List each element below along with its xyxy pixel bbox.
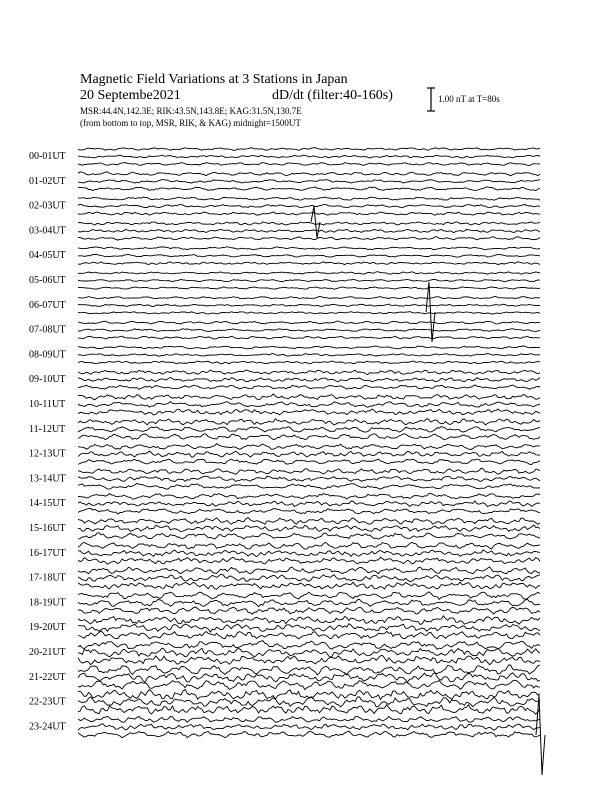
- trace-rik: [78, 501, 540, 507]
- hour-label: 03-04UT: [29, 225, 66, 237]
- trace-kag: [78, 272, 540, 275]
- trace-kag: [78, 493, 540, 499]
- trace-kag: [78, 716, 540, 722]
- trace-rik: [78, 329, 540, 332]
- trace-rik: [78, 204, 540, 207]
- trace-rik: [78, 648, 540, 657]
- hour-label: 17-18UT: [29, 572, 66, 584]
- trace-rik: [78, 624, 540, 633]
- hour-label: 19-20UT: [29, 622, 66, 634]
- trace-kag: [78, 518, 540, 525]
- hour-label: 14-15UT: [29, 498, 66, 510]
- trace-msr: [78, 212, 540, 215]
- trace-rik: [78, 354, 540, 357]
- hour-label: 22-23UT: [29, 696, 66, 708]
- trace-kag: [78, 689, 540, 699]
- trace-rik: [78, 254, 540, 257]
- trace-spike: [536, 695, 545, 775]
- trace-msr: [78, 163, 540, 166]
- hour-label: 01-02UT: [29, 175, 66, 187]
- scale-bar: [427, 88, 435, 111]
- trace-kag: [78, 394, 540, 400]
- hour-label: 13-14UT: [29, 473, 66, 485]
- hour-label: 07-08UT: [29, 324, 66, 336]
- hour-label: 05-06UT: [29, 275, 66, 286]
- trace-rik: [78, 304, 540, 307]
- hour-label: 04-05UT: [29, 250, 66, 262]
- trace-msr: [78, 459, 540, 465]
- trace-rik: [78, 426, 540, 432]
- trace-kag: [78, 616, 540, 625]
- trace-msr: [78, 287, 540, 290]
- trace-msr: [78, 680, 540, 689]
- trace-kag: [78, 665, 540, 675]
- hour-label: 09-10UT: [29, 374, 66, 386]
- trace-rik: [78, 574, 540, 581]
- trace-msr: [78, 361, 540, 364]
- trace-msr: [78, 731, 540, 738]
- hour-label: 16-17UT: [29, 547, 66, 559]
- hour-label: 11-12UT: [29, 423, 66, 435]
- chart-date: 20 Septembe2021: [80, 88, 181, 103]
- trace-msr: [78, 336, 540, 339]
- hour-label: 20-21UT: [29, 647, 66, 658]
- trace-msr: [78, 631, 540, 639]
- trace-msr: [78, 385, 540, 390]
- trace-kag: [78, 148, 540, 151]
- hour-label: 02-03UT: [29, 200, 66, 212]
- trace-kag: [78, 444, 540, 450]
- trace-msr: [78, 582, 540, 589]
- trace-rik: [78, 724, 540, 730]
- trace-rik: [78, 229, 540, 232]
- trace-rik: [78, 476, 540, 481]
- trace-msr: [78, 483, 540, 489]
- scale-label: 1.00 nT at T=80s: [438, 94, 500, 104]
- hour-label: 15-16UT: [29, 523, 66, 534]
- trace-kag: [78, 172, 540, 176]
- hour-label: 12-13UT: [29, 448, 66, 460]
- trace-kag: [78, 222, 540, 225]
- trace-msr: [78, 557, 540, 564]
- trace-msr: [78, 262, 540, 265]
- trace-kag: [78, 592, 540, 600]
- trace-rik: [78, 155, 540, 158]
- station-order-note: (from bottom to top, MSR, RIK, & KAG) midnight=1500UT: [80, 118, 301, 128]
- trace-msr: [78, 409, 540, 415]
- trace-rik: [78, 673, 540, 683]
- hour-label: 21-22UT: [29, 671, 66, 683]
- trace-rik: [78, 599, 540, 606]
- hour-label: 00-01UT: [29, 151, 66, 162]
- trace-kag: [78, 542, 540, 549]
- trace-msr: [78, 237, 540, 240]
- trace-rik: [78, 402, 540, 408]
- hour-label: 06-07UT: [29, 299, 66, 311]
- trace-msr: [78, 187, 540, 191]
- trace-msr: [78, 607, 540, 614]
- trace-msr: [78, 434, 540, 440]
- trace-spike: [311, 206, 320, 238]
- trace-spike: [426, 282, 435, 342]
- trace-kag: [78, 297, 540, 299]
- trace-kag: [78, 641, 540, 650]
- trace-rik: [78, 550, 540, 557]
- hour-label: 23-24UT: [29, 721, 66, 733]
- hour-label: 10-11UT: [29, 399, 66, 410]
- chart-title: Magnetic Field Variations at 3 Stations in Japan: [80, 72, 348, 87]
- trace-rik: [78, 697, 540, 707]
- trace-kag: [78, 197, 540, 200]
- trace-msr: [78, 705, 540, 715]
- trace-kag: [78, 346, 540, 349]
- trace-kag: [78, 370, 540, 375]
- station-coordinates: MSR:44.4N,142.3E; RIK:43.5N,143.8E; KAG:31.5N,130.7E: [80, 106, 302, 116]
- trace-kag: [78, 468, 540, 474]
- trace-kag: [78, 247, 540, 250]
- trace-rik: [78, 525, 540, 532]
- trace-msr: [78, 312, 540, 314]
- trace-rik: [78, 451, 540, 457]
- hour-label: 08-09UT: [29, 349, 66, 361]
- filter-label: dD/dt (filter:40-160s): [272, 88, 393, 103]
- trace-msr: [78, 656, 540, 665]
- trace-rik: [78, 279, 540, 282]
- hour-label: 18-19UT: [29, 597, 66, 609]
- trace-kag: [78, 419, 540, 425]
- trace-rik: [78, 180, 540, 184]
- trace-kag: [78, 321, 540, 324]
- trace-msr: [78, 533, 540, 539]
- trace-rik: [78, 377, 540, 381]
- trace-msr: [78, 508, 540, 514]
- trace-kag: [78, 567, 540, 574]
